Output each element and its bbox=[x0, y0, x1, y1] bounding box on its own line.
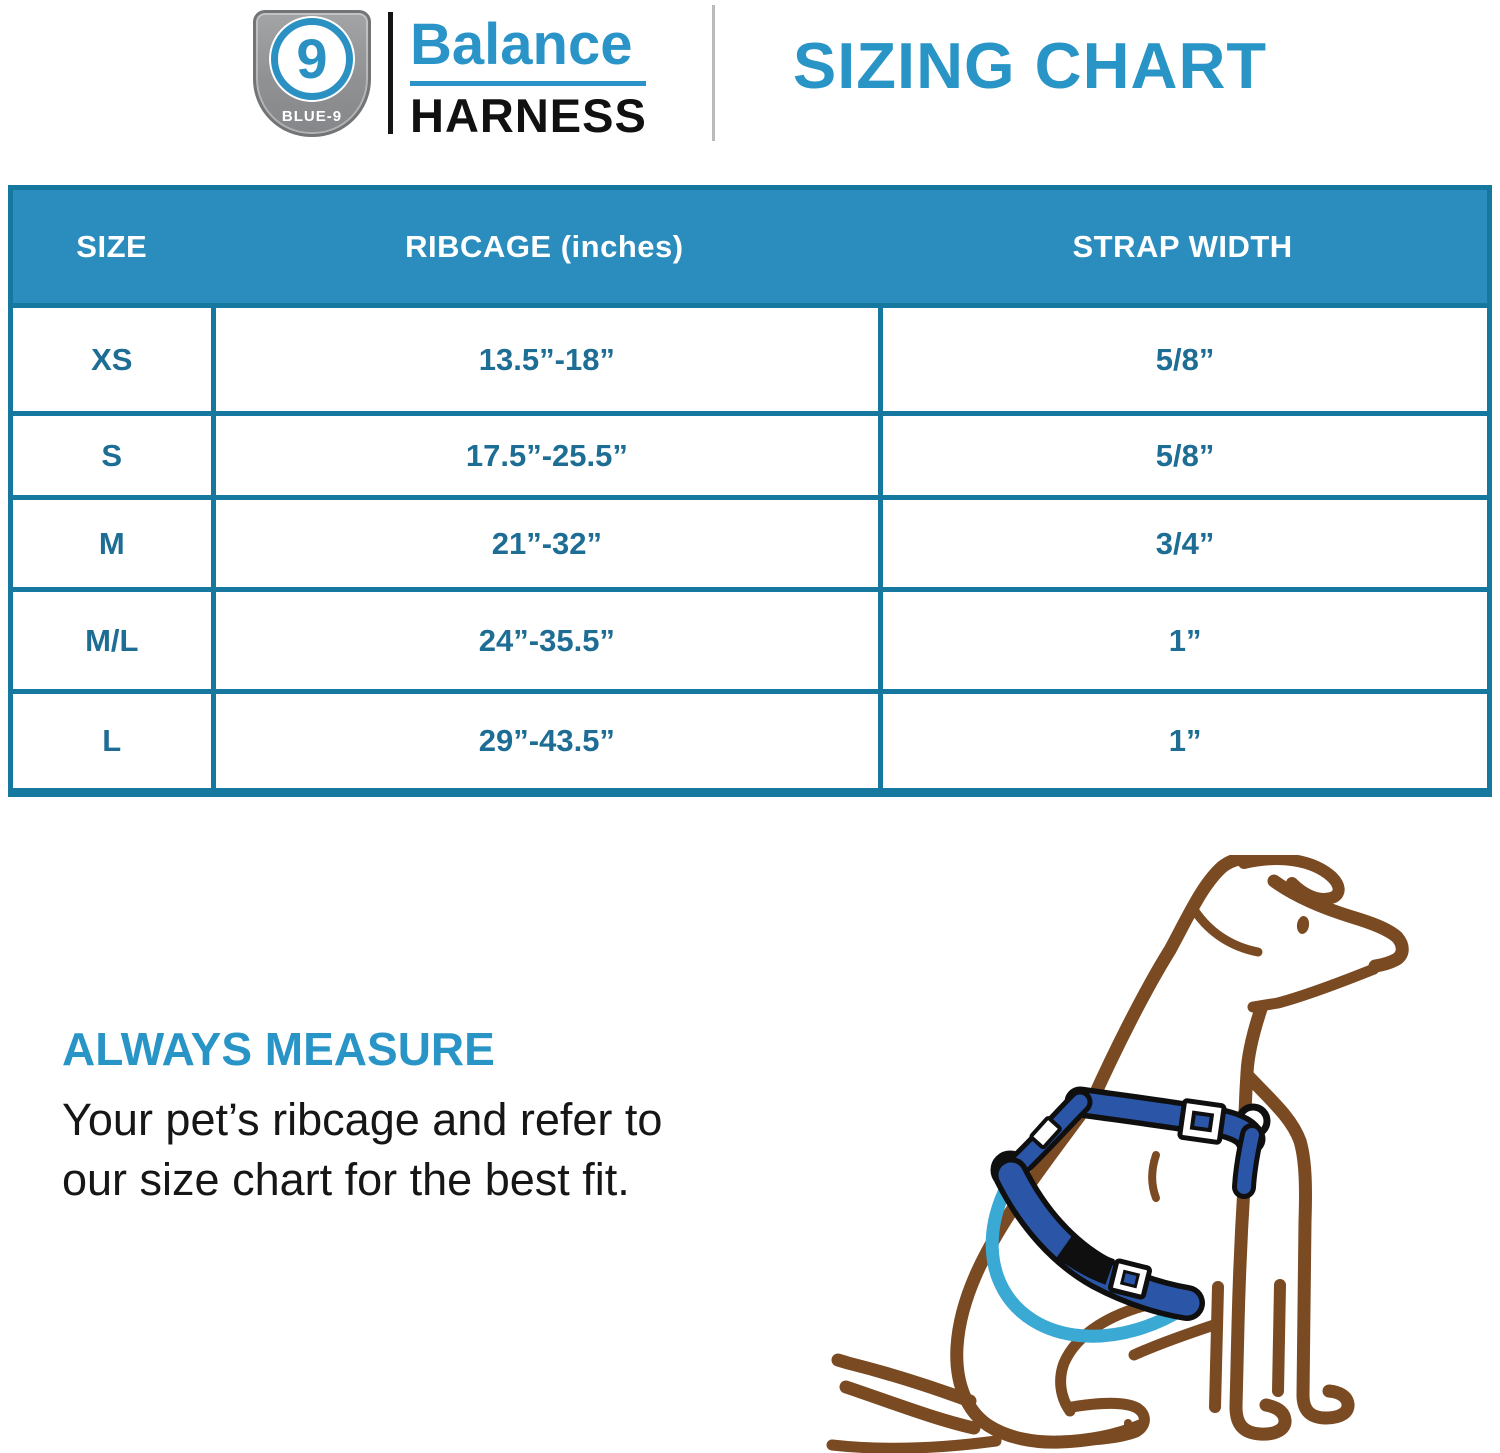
cell-strap: 5/8” bbox=[878, 416, 1487, 495]
cell-ribcage: 24”-35.5” bbox=[211, 592, 879, 689]
brand-underline bbox=[410, 81, 646, 86]
dog-navel bbox=[1152, 1155, 1156, 1198]
note-body bbox=[62, 1090, 662, 1210]
table-row bbox=[13, 495, 1487, 587]
blue9-logo-badge bbox=[253, 10, 371, 137]
dog-outline bbox=[832, 858, 1402, 1448]
column-header-size: SIZE bbox=[76, 228, 148, 264]
cell-ribcage: 13.5”-18” bbox=[211, 308, 879, 411]
note-heading: ALWAYS MEASURE bbox=[62, 1023, 495, 1075]
dog-mouth bbox=[1253, 969, 1374, 1007]
harness bbox=[994, 1100, 1267, 1303]
table-row bbox=[13, 303, 1487, 411]
cell-strap: 1” bbox=[878, 694, 1487, 788]
brand-name-harness: HARNESS bbox=[410, 89, 647, 142]
harness-buckle-back bbox=[1180, 1100, 1225, 1142]
brand-wordmark bbox=[410, 12, 650, 142]
blue9-logo-number: 9 bbox=[271, 18, 353, 100]
sizing-table bbox=[8, 185, 1492, 797]
cell-size: XS bbox=[91, 341, 133, 377]
column-header-strap: STRAP WIDTH bbox=[1072, 228, 1293, 264]
table-row bbox=[13, 587, 1487, 689]
page-title: SIZING CHART bbox=[792, 29, 1268, 102]
logo-divider-bar bbox=[388, 12, 393, 134]
column-header-ribcage: RIBCAGE (inches) bbox=[405, 228, 684, 264]
cell-size: S bbox=[101, 437, 123, 473]
cell-ribcage: 29”-43.5” bbox=[211, 694, 879, 788]
note-line-1: Your pet’s ribcage and refer to bbox=[62, 1094, 663, 1145]
cell-size: M bbox=[98, 525, 125, 561]
note-line-2: our size chart for the best fit. bbox=[62, 1154, 630, 1205]
brand-name-balance: Balance bbox=[410, 12, 633, 77]
table-header-row bbox=[13, 190, 1487, 303]
blue9-logo-label: BLUE-9 bbox=[281, 108, 343, 125]
cell-size: M/L bbox=[85, 622, 139, 658]
cell-strap: 3/4” bbox=[878, 500, 1487, 587]
dog-eye bbox=[1296, 915, 1310, 934]
cell-size: L bbox=[102, 723, 122, 758]
cell-strap: 1” bbox=[878, 592, 1487, 689]
table-row bbox=[13, 689, 1487, 788]
header-divider bbox=[712, 5, 715, 141]
cell-strap: 5/8” bbox=[878, 308, 1487, 411]
table-row bbox=[13, 411, 1487, 495]
harness-buckle-girth bbox=[1110, 1260, 1150, 1297]
dog-harness-illustration bbox=[820, 855, 1500, 1453]
cell-ribcage: 21”-32” bbox=[211, 500, 879, 587]
harness-chest-strap bbox=[1244, 1135, 1252, 1187]
cell-ribcage: 17.5”-25.5” bbox=[211, 416, 879, 495]
